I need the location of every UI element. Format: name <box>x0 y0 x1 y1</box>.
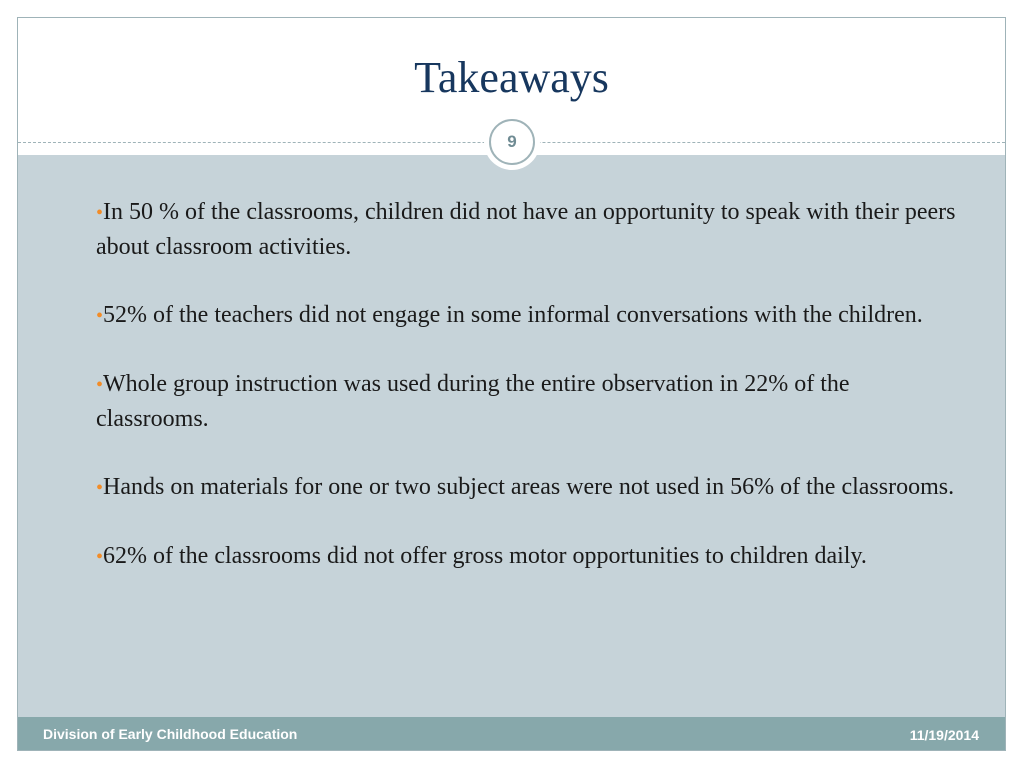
bullet-item <box>96 539 966 574</box>
bullet-item <box>96 470 966 505</box>
bullet-icon: • <box>96 477 104 499</box>
bullet-text: 62% of the classrooms did not offer gross motor opportunities to children daily. <box>103 543 867 569</box>
bullet-item <box>96 298 966 333</box>
bullet-item <box>96 367 966 436</box>
footer-date: 11/19/2014 <box>909 727 979 743</box>
bullet-text: Hands on materials for one or two subject areas were not used in 56% of the classrooms. <box>103 474 955 500</box>
bullet-text: 52% of the teachers did not engage in some informal conversations with the children. <box>103 302 923 328</box>
bullet-text: In 50 % of the classrooms, children did not have an opportunity to speak with their peers about classroom activities. <box>96 199 956 260</box>
slide-number-badge <box>484 114 540 170</box>
bullet-icon: • <box>96 202 104 224</box>
bullet-item <box>96 195 966 264</box>
bullet-list <box>96 195 966 608</box>
footer-bar <box>18 717 1005 750</box>
slide-number: 9 <box>489 119 535 165</box>
bullet-icon: • <box>96 305 104 327</box>
bullet-icon: • <box>96 546 104 568</box>
footer-organization: Division of Early Childhood Education <box>43 726 298 742</box>
bullet-icon: • <box>96 374 104 396</box>
slide-title: Takeaways <box>414 53 609 102</box>
bullet-text: Whole group instruction was used during the entire observation in 22% of the classrooms. <box>96 371 850 432</box>
